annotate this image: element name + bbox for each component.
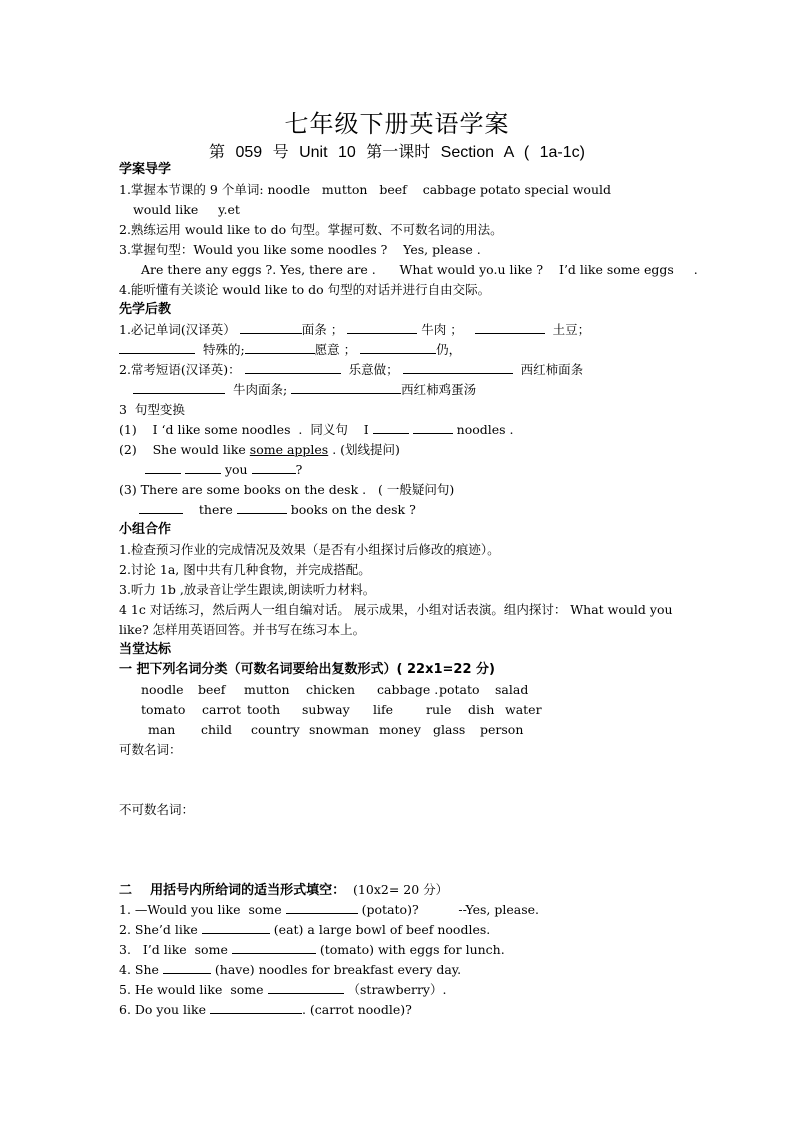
word-row-3 xyxy=(119,720,694,740)
answer-blank[interactable] xyxy=(291,380,401,394)
label-text: (10x2= 20 分） xyxy=(345,882,449,897)
transform-item-1 xyxy=(119,420,694,440)
label-text: 1.必记单词(汉译英） xyxy=(119,322,236,337)
label-text: (2) She would like xyxy=(119,442,250,457)
word: country xyxy=(251,722,300,737)
word: money xyxy=(379,722,421,737)
label-text: noodles . xyxy=(456,422,514,437)
answer-blank[interactable] xyxy=(413,420,453,434)
label-text: (have) noodles for breakfast every day. xyxy=(214,962,462,977)
worksheet-body xyxy=(119,160,698,1020)
answer-blank[interactable] xyxy=(475,320,545,334)
section-heading-group: 小组合作 xyxy=(119,522,172,537)
transform-item-3: (3) There are some books on the desk . ( 一般疑问句) xyxy=(119,482,455,497)
word-row-1 xyxy=(119,680,694,700)
word: tomato xyxy=(141,702,186,717)
label-text: . (carrot noodle)? xyxy=(301,1002,412,1017)
answer-blank[interactable] xyxy=(373,420,409,434)
answer-blank[interactable] xyxy=(133,380,225,394)
page-title: 七年级下册英语学案 xyxy=(284,110,510,138)
fill-question-1 xyxy=(119,900,694,920)
label-text: 特殊的; xyxy=(202,342,245,357)
word: chicken xyxy=(306,682,356,697)
word: beef xyxy=(198,682,226,697)
fill-question-3 xyxy=(119,940,694,960)
section-heading-prestudy: 先学后教 xyxy=(119,302,172,317)
transform-item-2 xyxy=(119,440,694,460)
prestudy-transform-heading: 3 句型变换 xyxy=(119,402,185,417)
label-text: ? xyxy=(295,462,303,477)
transform-item-3-answer xyxy=(119,500,694,520)
fill-question-4 xyxy=(119,960,694,980)
answer-blank[interactable] xyxy=(163,960,211,974)
answer-blank[interactable] xyxy=(202,920,270,934)
label-text: 愿意 ； xyxy=(314,342,357,357)
guide-line-2: 2.熟练运用 would like to do 句型。掌握可数、不可数名词的用法。 xyxy=(119,222,503,237)
label-text: 牛肉面条; xyxy=(232,382,288,397)
fill-question-5 xyxy=(119,980,694,1000)
label-text: 土豆； xyxy=(552,322,591,337)
word: tooth xyxy=(247,702,281,717)
label-text: 面条 ； xyxy=(301,322,344,337)
prestudy-words-line-1 xyxy=(119,320,694,340)
word: water xyxy=(505,702,542,717)
answer-blank[interactable] xyxy=(286,900,358,914)
guide-line-4: 4.能听懂有关谈论 would like to do 句型的对话并进行自由交际。 xyxy=(119,282,491,297)
transform-item-2-answer xyxy=(119,460,694,480)
word: snowman xyxy=(309,722,370,737)
prestudy-words-line-2 xyxy=(119,340,694,360)
word: man xyxy=(148,722,176,737)
part1-heading: 一 把下列名词分类（可数名词要给出复数形式）( 22x1=22 分) xyxy=(119,662,495,677)
uncountable-label: 不可数名词： xyxy=(119,802,195,817)
word: salad xyxy=(495,682,529,697)
part2-heading xyxy=(119,880,694,900)
answer-blank[interactable] xyxy=(403,360,513,374)
label-text: (tomato) with eggs for lunch. xyxy=(319,942,505,957)
group-line-3: 3.听力 1b ,放录音让学生跟读,朗读听力材料。 xyxy=(119,582,376,597)
guide-line-1b: would like y.et xyxy=(133,202,240,217)
word: dish xyxy=(468,702,495,717)
answer-blank[interactable] xyxy=(119,340,195,354)
word: noodle xyxy=(141,682,184,697)
group-line-1: 1.检查预习作业的完成情况及效果（是否有小组探讨后修改的痕迹）。 xyxy=(119,542,500,557)
answer-blank[interactable] xyxy=(347,320,417,334)
label-text: 4. She xyxy=(119,962,159,977)
prestudy-phrases-line-2 xyxy=(119,380,694,400)
answer-blank[interactable] xyxy=(210,1000,302,1014)
label-text: 牛肉 ； xyxy=(421,322,463,337)
answer-blank[interactable] xyxy=(232,940,316,954)
label-text: (potato)? --Yes, please. xyxy=(361,902,540,917)
word: rule xyxy=(426,702,452,717)
page-subtitle: 第 059 号 Unit 10 第一课时 Section A ( 1a-1c) xyxy=(209,144,585,161)
label-text: 2.常考短语(汉译英)： xyxy=(119,362,241,377)
word: mutton xyxy=(244,682,290,697)
word: potato xyxy=(439,682,480,697)
underlined-phrase: some apples xyxy=(249,442,329,457)
answer-blank[interactable] xyxy=(268,980,344,994)
guide-line-3b: Are there any eggs ?. Yes, there are . What would yo.u like ? I’d like some eggs . xyxy=(141,262,698,277)
label-text: 二 用括号内所给词的适当形式填空： xyxy=(119,883,346,898)
label-text: 西红柿面条 xyxy=(520,362,584,377)
fill-question-6 xyxy=(119,1000,694,1020)
label-text: 3. I’d like some xyxy=(119,942,228,957)
label-text: 西红柿鸡蛋汤 xyxy=(401,382,477,397)
label-text: 5. He would like some xyxy=(119,982,264,997)
guide-line-3: 3.掌握句型：Would you like some noodles ? Yes, please . xyxy=(119,242,481,257)
answer-blank[interactable] xyxy=(185,460,221,474)
word: subway xyxy=(302,702,350,717)
fill-question-2 xyxy=(119,920,694,940)
word: person xyxy=(480,722,524,737)
answer-blank[interactable] xyxy=(240,320,302,334)
label-text: （strawberry）. xyxy=(347,982,447,997)
label-text: (eat) a large bowl of beef noodles. xyxy=(273,922,491,937)
label-text: 2. She’d like xyxy=(119,922,198,937)
countable-label: 可数名词： xyxy=(119,742,182,757)
word: child xyxy=(201,722,233,737)
label-text: (1) I ‘d like some noodles . 同义句 I xyxy=(119,422,369,437)
label-text: 1. —Would you like some xyxy=(119,902,282,917)
label-text: 6. Do you like xyxy=(119,1002,206,1017)
answer-blank[interactable] xyxy=(139,500,183,514)
word: cabbage . xyxy=(377,682,439,697)
word-row-2 xyxy=(119,700,694,720)
prestudy-phrases-line-1 xyxy=(119,360,694,380)
section-heading-guide: 学案导学 xyxy=(119,162,172,177)
answer-blank[interactable] xyxy=(245,340,315,354)
answer-blank[interactable] xyxy=(245,360,341,374)
section-heading-test: 当堂达标 xyxy=(119,642,172,657)
word: life xyxy=(373,702,394,717)
label-text: 乐意做； xyxy=(348,362,399,377)
answer-blank[interactable] xyxy=(360,340,436,354)
label-text: you xyxy=(224,462,248,477)
group-line-2: 2.讨论 1a, 图中共有几种食物，并完成搭配。 xyxy=(119,562,371,577)
label-text: there xyxy=(198,502,233,517)
label-text: 仍， xyxy=(436,342,462,357)
group-line-4: 4 1c 对话练习，然后两人一组自编对话。 展示成果，小组对话表演。组内探讨： What would you like? 怎样用英语回答。并书写在练习本上。 xyxy=(119,602,673,637)
word: glass xyxy=(433,722,466,737)
label-text: . (划线提问) xyxy=(328,442,400,457)
label-text: books on the desk ? xyxy=(290,502,416,517)
answer-blank[interactable] xyxy=(252,460,296,474)
answer-blank[interactable] xyxy=(237,500,287,514)
answer-blank[interactable] xyxy=(145,460,181,474)
guide-line-1: 1.掌握本节课的 9 个单词: noodle mutton beef cabbage potato special would xyxy=(119,182,612,197)
word: carrot xyxy=(202,702,241,717)
